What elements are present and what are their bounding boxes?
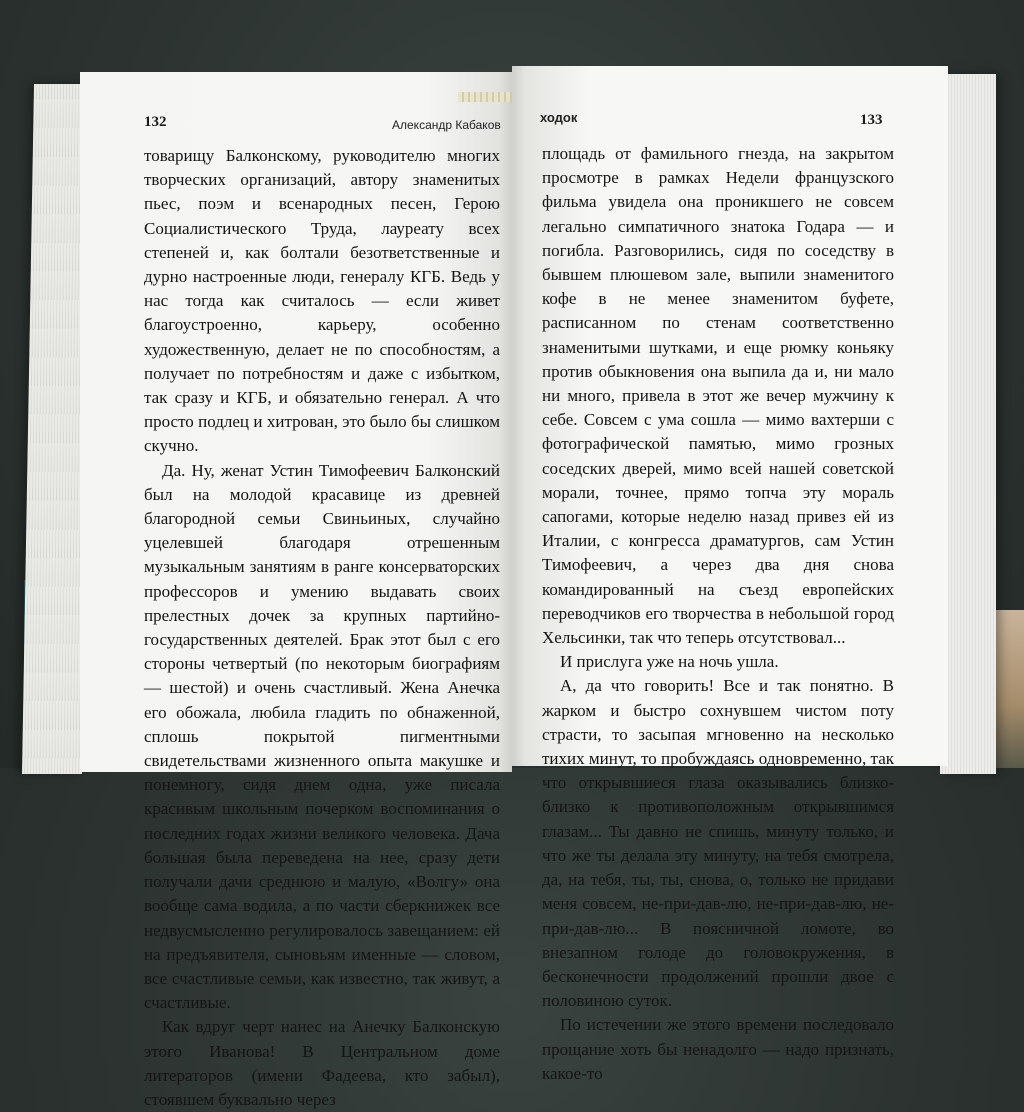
paragraph: Как вдруг черт нанес на Анечку Балконскую этого Иванова! В Центральном доме литераторов (имени Фадеева, кто забыл), стоявшем буквально через xyxy=(144,1017,500,1109)
page-number-right: 133 xyxy=(860,112,883,128)
page-number-left: 132 xyxy=(144,114,167,130)
right-page xyxy=(512,66,948,1083)
paragraph: товарищу Балконскому, руководителю многих творческих организаций, автору знаменитых пьес, поэм и всенародных песен, Герою Социалистического Труда, лауреату всех степеней и, как болтали безответственные и дурно настроенные люди, генералу КГБ. Ведь у нас тогда как считалось — если живет благоустроенно, карьеру, особенно художественную, делает не по способностям, а получает по потребностям и даже с избытком, так сразу и КГБ, и обязательно генерал. А что просто подлец и хитрован, это было бы слишком скучно. xyxy=(144,146,500,456)
paragraph: И прислуга уже на ночь ушла. xyxy=(560,652,779,672)
paragraph: Да. Ну, женат Устин Тимофеевич Балконский был на молодой красавице из древней благородной семьи Свиньиных, случайно уцелевшей благодаря отрешенным музыкальным занятиям в ранге консерваторских профессоров и умению выдавать своих прелестных дочек за крупных партийно-государственных деятелей. Брак этот был с его стороны четвертый (по некоторым биографиям — шестой) и очень счастливый. Жена Анечка его обожала, любила гладить по обнаженной, сплошь покрытой пигментными свидетельствами жизненного опыта макушке и понемногу, сидя днем одна, уже писала красивым школьным почерком воспоминания о последних годах жизни великого человека. Дача большая была переведена на нее, сразу дети получали дачи среднюю и малую, «Волгу» она вообще сама водила, а по части сберкнижек все недвусмысленно регулировалось завещанием: ей на предъявителя, сыновьям именные — словом, все счастливые семьи, как известно, так живут, а счастливые. xyxy=(144,460,500,1013)
left-page-text xyxy=(144,144,500,1112)
paragraph: площадь от фамильного гнезда, на закрытом просмотре в рамках Недели французского фильма увидела она проникшего не совсем легально симпатичного знатока Годара — и погибла. Разговорились, сидя по соседству в бывшем плюшевом зале, выпили знаменитого кофе в не менее знаменитом буфете, расписанном по стенам соответственно знаменитыми шутками, и еще рюмку коньяку против обыкновения она выпила да и, ни мало ни много, привела в этот же вечер мужчину к себе. Совсем с ума сошла — мимо вахтерши с фотографической памятью, мимо грозных соседских дверей, мимо всей нашей советской морали, точнее, прямо топча эту мораль сапогами, которые неделю назад привез ей из Италии, с конгресса драматургов, сам Устин Тимофеевич, а через два дня снова командированный на съезд европейских переводчиков его творчества в небольшой город Хельсинки, так что теперь отсутствовал... xyxy=(542,144,894,648)
paragraph: По истечении же этого времени последовало прощание хоть бы ненадолго — надо признать, какое-то xyxy=(542,1015,894,1083)
left-page xyxy=(80,72,512,1109)
right-page-text xyxy=(542,142,894,1086)
running-head-right: ходок xyxy=(540,110,578,125)
running-head-left: Александр Кабаков xyxy=(392,118,501,132)
paragraph: А, да что говорить! Все и так понятно. В жарком и быстро сохнувшем чистом поту страсти, то засыпая мгновенно на несколько тихих минут, то пробуждаясь одновременно, так что открывшиеся глаза оказывались близко-близко к противоположным открывшимся глазам... Ты давно не спишь, минуту только, и что же ты делала эту минуту, на тебя смотрела, да, на тебя, ты, ты, снова, о, только не придави меня совсем, не-при-дав-лю, не-при-дав-лю, не-при-дав-лю... В поясничной ломоте, во внезапном голоде до головокружения, в бесконечности продолжений прошли двое с половиною суток. xyxy=(542,676,894,1011)
page-edges-right xyxy=(940,74,996,774)
